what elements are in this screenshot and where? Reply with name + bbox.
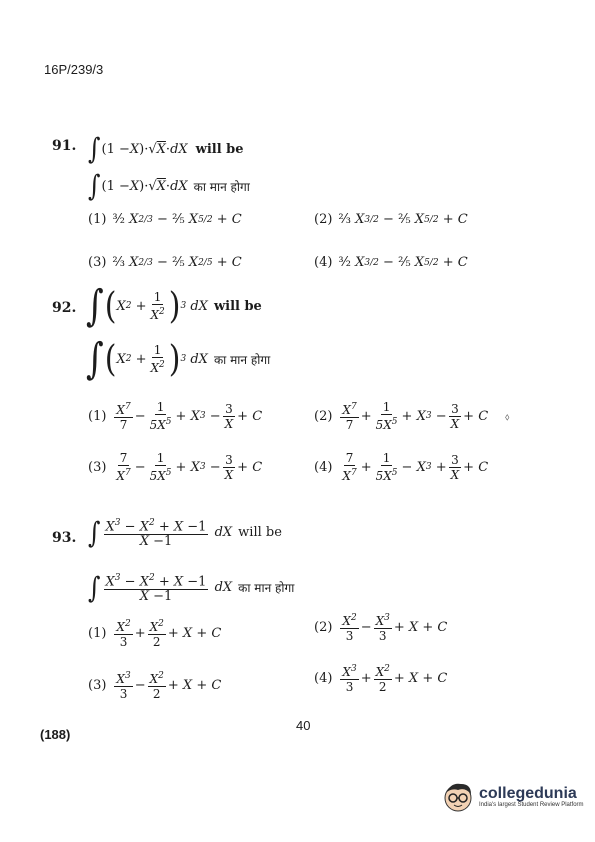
q92-option-1: (1) $\frac{X^7}{7}$ − $\frac{1}{5X^5}$ + X 3 − $\frac{3}{X}$ + C xyxy=(88,400,263,432)
page-code: 16P/239/3 xyxy=(44,62,104,77)
q91-suffix-en: will be xyxy=(195,141,244,157)
question-number-92: 92. xyxy=(52,300,77,316)
logo-tagline: India's largest Student Review Platform xyxy=(479,802,584,808)
q91-option-1: (1) ³⁄₂ X 2/3 − ²⁄₅ X 5/2 + C xyxy=(88,212,242,227)
q92-statement-en: ∫ ( X 2 + $\frac{1}{X^2}$ ) 3 dX will be xyxy=(86,281,262,331)
q93-statement-hi: ∫ $\frac{X^3 - X^2 + X -1}{X -1}$ dX का मान होगा xyxy=(88,570,295,605)
booklet-code: (188) xyxy=(40,727,71,742)
q93-suffix-hi: का मान होगा xyxy=(238,581,295,596)
logo-brand: collegedunia xyxy=(479,785,577,802)
question-number-93: 93. xyxy=(52,530,77,546)
q92-statement-hi: ∫ ( X 2 + $\frac{1}{X^2}$ ) 3 dX का मान होगा xyxy=(86,334,271,384)
q91-statement-en: ∫ (1 − X )·√ X · dX will be xyxy=(88,132,244,166)
q91-statement-hi: ∫ (1 − X )·√ X · dX का मान होगा xyxy=(88,169,250,203)
q93-option-2: (2) $\frac{X^2}{3}$ − $\frac{X^3}{3}$ + X + C xyxy=(314,613,448,643)
q92-suffix-hi: का मान होगा xyxy=(213,352,271,367)
q91-option-3: (3) ²⁄₃ X 2/3 − ²⁄₅ X 2/5 + C xyxy=(88,255,242,270)
q92-suffix-en: will be xyxy=(213,298,262,314)
q93-option-4: (4) $\frac{X^3}{3}$ + $\frac{X^2}{2}$ + X + C xyxy=(314,664,448,694)
q93-option-3: (3) $\frac{X^3}{3}$ − $\frac{X^2}{2}$ + X + C xyxy=(88,671,222,701)
page-number: 40 xyxy=(296,718,311,733)
q91-option-2: (2) ²⁄₃ X 3/2 − ²⁄₅ X 5/2 + C xyxy=(314,212,468,227)
q92-option-4: (4) $\frac{7}{X^7}$ + $\frac{1}{5X^5}$ − X 3 + $\frac{3}{X}$ + C xyxy=(314,451,489,483)
stray-mark: ⬨ xyxy=(505,412,510,423)
question-number-91: 91. xyxy=(52,138,77,154)
q92-option-3: (3) $\frac{7}{X^7}$ − $\frac{1}{5X^5}$ + X 3 − $\frac{3}{X}$ + C xyxy=(88,451,263,483)
q93-suffix-en: will be xyxy=(238,525,282,541)
mascot-icon xyxy=(441,778,475,816)
q91-suffix-hi: का मान होगा xyxy=(193,179,250,194)
collegedunia-logo xyxy=(441,778,584,816)
q92-option-2: (2) $\frac{X^7}{7}$ + $\frac{1}{5X^5}$ + X 3 − $\frac{3}{X}$ + C xyxy=(314,400,489,432)
q91-option-4: (4) ³⁄₂ X 3/2 − ²⁄₅ X 5/2 + C xyxy=(314,255,468,270)
q93-statement-en: ∫ $\frac{X^3 - X^2 + X -1}{X -1}$ dX will be xyxy=(88,515,282,550)
q93-option-1: (1) $\frac{X^2}{3}$ + $\frac{X^2}{2}$ + X + C xyxy=(88,619,222,649)
